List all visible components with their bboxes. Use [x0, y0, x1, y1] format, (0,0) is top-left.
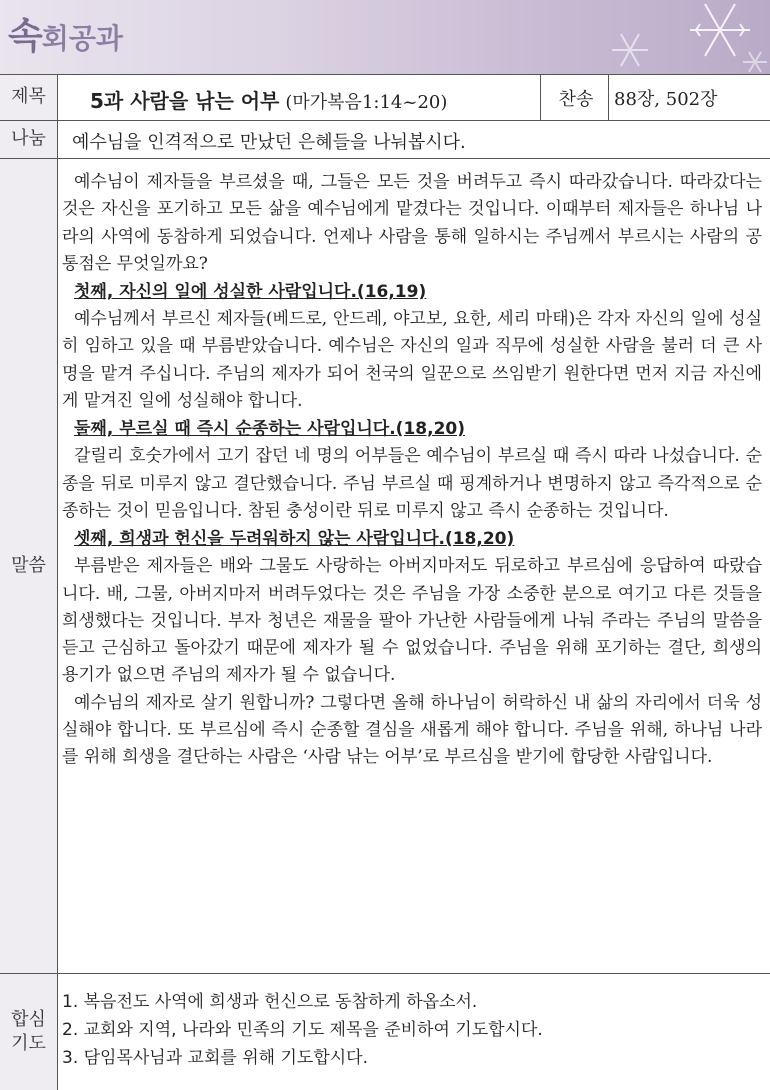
intro-paragraph: 예수님이 제자들을 부르셨을 때, 그들은 모든 것을 버려두고 즉시 따라갔습니다. 따라갔다는 것은 자신을 포기하고 모든 삶을 예수님에게 맡겼다는 것입니다. 이때부터 제자들은 하나님 나라의 사역에 동참하게 되었습니다. 언제나 사람을 통해 일하시는 주님께서 부르시는 사람의 공통점은 무엇일까요?: [62, 172, 762, 274]
header-band: [0, 0, 770, 74]
title-label: 제목: [0, 75, 58, 120]
title-row: [0, 74, 770, 120]
point3-paragraph: 부름받은 제자들은 배와 그물도 사랑하는 아버지마저도 뒤로하고 부르심에 응답하여 따랐습니다. 배, 그물, 아버지마저 버려두었다는 것은 주님을 가장 소중한 분으로 여기고 다른 것들을 희생했다는 것입니다. 부자 청년은 재물을 팔아 가난한 사람들에게 나눠 주라는 주님의 말씀을 듣고 근심하고 돌아갔기 때문에 제자가 될 수 없었습니다. 주님을 위해 포기하는 결단, 희생의 용기가 없으면 주님의 제자가 될 수 없습니다.: [62, 556, 762, 686]
point2-paragraph: 갈릴리 호숫가에서 고기 잡던 네 명의 어부들은 예수님이 부르실 때 즉시 따라 나섰습니다. 순종을 뒤로 미루지 않고 결단했습니다. 주님 부르실 때 핑계하거나 변명하지 않고 즉각적으로 순종하는 것이 믿음입니다. 참된 충성이란 뒤로 미루지 않고 즉시 순종하는 것입니다.: [62, 446, 762, 521]
lesson-title-text: 5과 사람을 낚는 어부: [90, 89, 280, 113]
header-title-first: 속: [8, 16, 42, 57]
sermon-body: [62, 169, 762, 772]
word-label: 말씀: [0, 159, 58, 973]
scripture-reference: (마가복음1:14~20): [285, 92, 448, 113]
share-content: [62, 121, 762, 158]
point1-paragraph: 예수님께서 부르신 제자들(베드로, 안드레, 야고보, 요한, 세리 마태)은 각자 자신의 일에 성실히 임하고 있을 때 부름받았습니다. 예수님은 자신의 일과 직무에 성실한 사람을 불러 더 큰 사명을 맡겨 주십니다. 주님의 제자가 되어 천국의 일꾼으로 쓰임받기 원한다면 먼저 지금 자신에게 맡겨진 일에 성실해야 합니다.: [62, 309, 762, 412]
hymn-numbers: 88장, 502장: [614, 89, 718, 110]
share-label: 나눔: [0, 121, 58, 158]
prayer-row: [0, 973, 770, 1090]
prayer-label: [0, 974, 58, 1090]
point3-heading: 셋째, 희생과 헌신을 두려워하지 않는 사람입니다.(18,20): [74, 529, 515, 550]
divider-line: [540, 75, 541, 121]
prayer-item: 3. 담임목사님과 교회를 위해 기도합시다.: [62, 1048, 368, 1068]
share-text: 예수님을 인격적으로 만났던 은혜들을 나눠봅시다.: [72, 132, 466, 153]
header-title-rest: 회공과: [41, 22, 123, 55]
point1-heading: 첫째, 자신의 일에 성실한 사람입니다.(16,19): [74, 282, 427, 303]
conclusion-paragraph: 예수님의 제자로 살기 원합니까? 그렇다면 올해 하나님이 허락하신 내 삶의 자리에서 더욱 성실해야 합니다. 또 부르심에 즉시 순종할 결심을 새롭게 해야 합니다. 주님을 위해, 하나님 나라를 위해 희생을 결단하는 사람은 ‘사람 낚는 어부’로 부르심을 받기에 합당한 사람입니다.: [62, 692, 762, 768]
point2-heading: 둘째, 부르실 때 즉시 순종하는 사람입니다.(18,20): [74, 419, 465, 440]
snowflake-decoration-icon: [570, 0, 770, 74]
header-title: [8, 8, 123, 59]
lesson-table: [0, 74, 770, 1090]
lesson-title: [90, 85, 447, 114]
prayer-item: 1. 복음전도 사역에 희생과 헌신으로 동참하게 하옵소서.: [62, 992, 478, 1012]
prayer-label-line1: 합심: [11, 1008, 46, 1030]
share-row: [0, 120, 770, 158]
prayer-label-line2: 기도: [11, 1033, 46, 1054]
prayer-item: 2. 교회와 지역, 나라와 민족의 기도 제목을 준비하여 기도합시다.: [62, 1020, 543, 1040]
word-row: [0, 158, 770, 973]
divider-line: [608, 75, 609, 121]
hymn-label: 찬송: [558, 89, 594, 110]
prayer-list: [62, 988, 762, 1072]
